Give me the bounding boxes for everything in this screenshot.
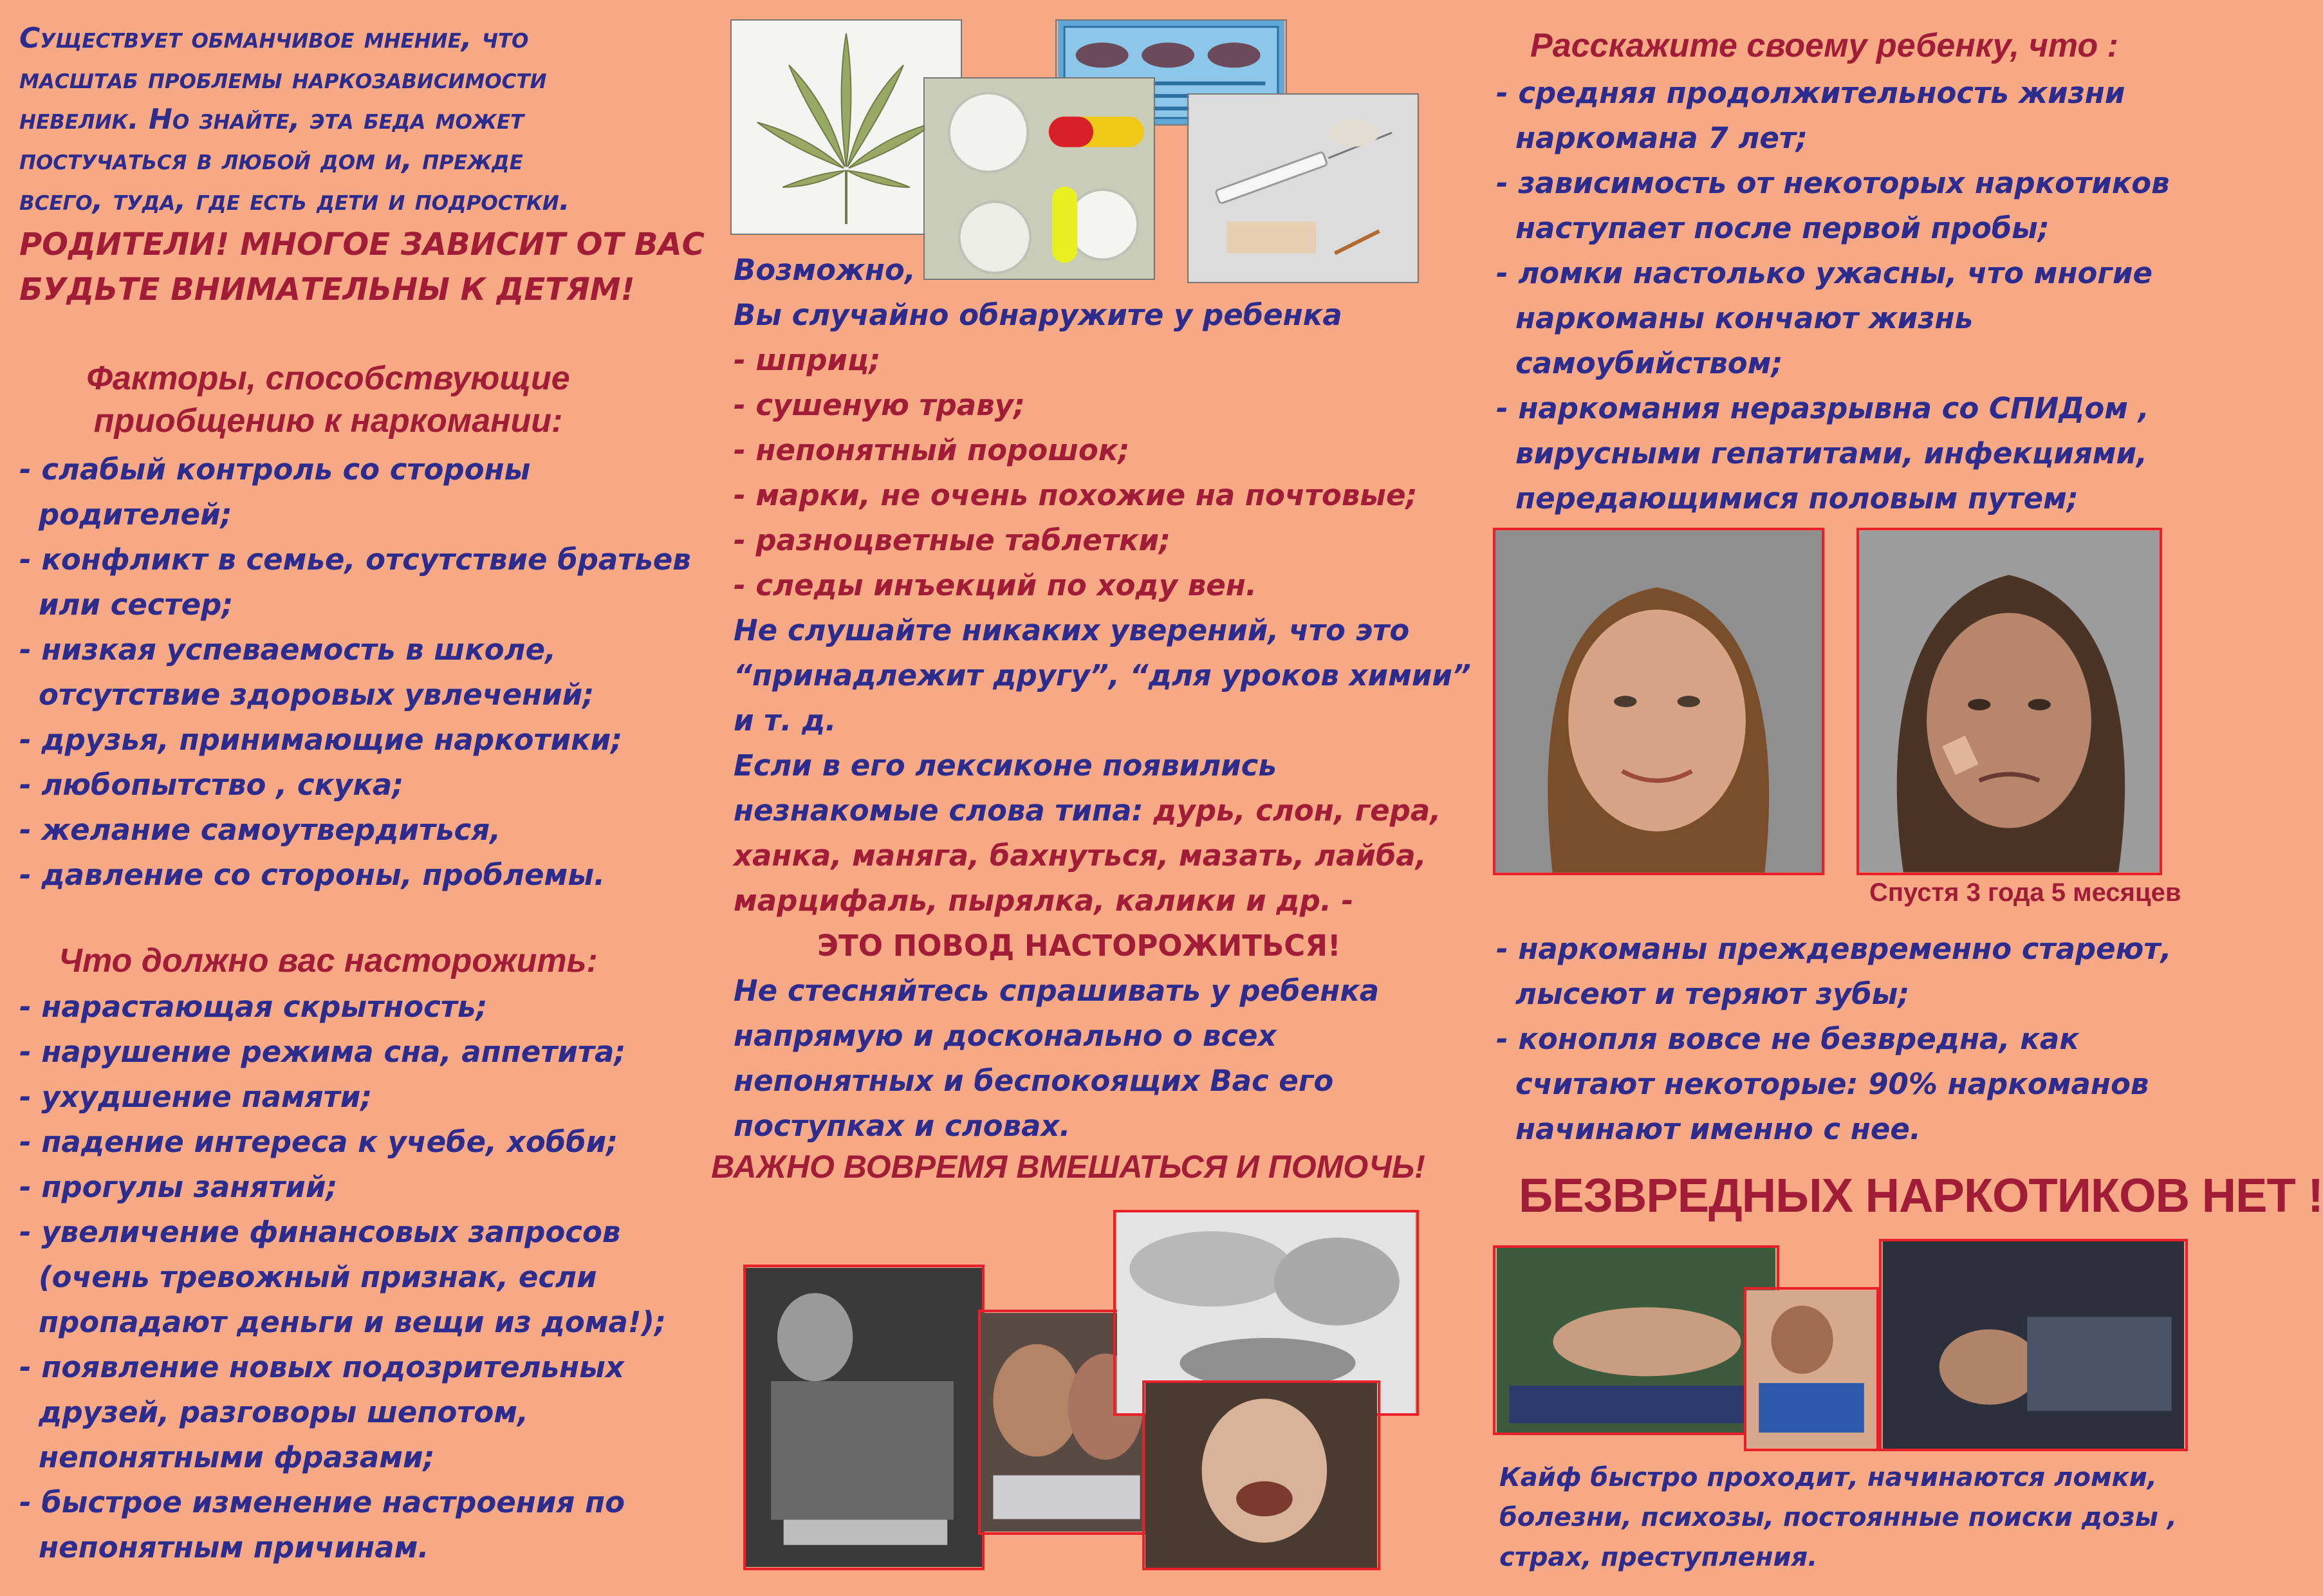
list-item: наркоманы кончают жизнь [1515, 301, 1974, 335]
list-item: лысеют и теряют зубы; [1515, 977, 1910, 1011]
advice-line: и т. д. [734, 703, 837, 738]
injection-photo [1744, 1287, 1879, 1451]
list-item: считают некоторые: 90% наркоманов [1515, 1067, 2149, 1101]
factors-list [19, 447, 691, 898]
lexicon-text: незнакомые слова типа: [734, 793, 1154, 828]
list-item: - увеличение финансовых запросов [19, 1215, 621, 1249]
appeal-line: РОДИТЕЛИ! МНОГОЕ ЗАВИСИТ ОТ ВАС [19, 227, 705, 263]
facts-list-2 [1496, 927, 2172, 1152]
list-item: самоубийством; [1515, 346, 1783, 380]
closing-line: Кайф быстро проходит, начинаются ломки, [1499, 1463, 2158, 1492]
injection-icon [1746, 1290, 1876, 1449]
list-item: - наркоманы преждевременно стареют, [1496, 932, 2172, 966]
list-item: непонятным причинам. [39, 1530, 429, 1564]
closing-line: страх, преступления. [1499, 1543, 1818, 1572]
list-item: - наркомания неразрывна со СПИДом , [1496, 391, 2149, 425]
list-item: - быстрое изменение настроения по [19, 1485, 625, 1519]
slang-words: ханка, маняга, бахнуться, мазать, лайба, [734, 839, 1427, 873]
list-item: (очень тревожный признак, если [39, 1260, 597, 1294]
factors-heading-line: приобщению к наркомании: [93, 402, 563, 440]
list-item: - нарушение режима сна, аппетита; [19, 1035, 626, 1069]
slang-words: дурь, слон, гера, [1153, 793, 1441, 828]
parents-appeal [19, 222, 705, 312]
list-item: - средняя продолжительность жизни [1496, 76, 2125, 110]
list-item: - слабый контроль со стороны [19, 452, 531, 487]
factors-heading-line: Факторы, способствующие [86, 360, 570, 397]
list-item: - прогулы занятий; [19, 1170, 338, 1204]
important-heading: ВАЖНО ВОВРЕМЯ ВМЕШАТЬСЯ И ПОМОЧЬ! [711, 1149, 1425, 1185]
appeal-line: БУДЬТЕ ВНИМАТЕЛЬНЫ К ДЕТЯМ! [19, 272, 635, 308]
woman-face-icon [1495, 530, 1822, 873]
list-item: - появление новых подозрительных [19, 1350, 624, 1384]
list-item: - шприц; [734, 343, 881, 377]
list-item: начинают именно с нее. [1515, 1112, 1921, 1146]
list-item: - низкая успеваемость в школе, [19, 633, 557, 667]
list-item: - конопля вовсе не безвредна, как [1496, 1022, 2079, 1056]
intro-line: постучаться в любой дом и, прежде [19, 144, 523, 176]
list-item: друзей, разговоры шепотом, [39, 1395, 529, 1429]
list-item: - разноцветные таблетки; [734, 523, 1171, 557]
lying-man-icon [1882, 1241, 2185, 1449]
list-item: - ухудшение памяти; [19, 1080, 373, 1114]
closing-paragraph [1499, 1458, 2177, 1577]
findings-block [734, 248, 1471, 1149]
photo-caption: Спустя 3 года 5 месяцев [1869, 878, 2181, 907]
laughing-face-icon [1145, 1383, 1378, 1568]
ask-line: поступках и словах. [734, 1109, 1071, 1143]
list-item: - желание самоутвердиться, [19, 813, 501, 847]
lexicon-line [734, 788, 1471, 833]
list-item: - друзья, принимающие наркотики; [19, 723, 623, 757]
slang-words: марцифаль, пырялка, калики и др. - [734, 884, 1354, 918]
list-item: родителей; [39, 497, 232, 532]
lead-line: Возможно, [734, 253, 916, 287]
warning-list [19, 985, 666, 1570]
facts-list [1496, 71, 2170, 521]
warning-heading: Что должно вас насторожить: [59, 942, 598, 979]
list-item: - следы инъекций по ходу вен. [734, 568, 1257, 602]
list-item: отсутствие здоровых увлечений; [39, 678, 595, 712]
list-item: передающимися половым путем; [1515, 481, 2078, 515]
list-item: - ломки настолько ужасны, что многие [1496, 256, 2153, 290]
alert-line: ЭТО ПОВОД НАСТОРОЖИТЬСЯ! [817, 929, 1341, 963]
list-item: - сушеную траву; [734, 388, 1025, 422]
intro-line: масштаб проблемы наркозависимости [19, 62, 547, 95]
list-item [734, 473, 1471, 518]
after-photo [1856, 528, 2162, 875]
list-item: наркомана 7 лет; [1515, 121, 1808, 155]
closing-line: болезни, психозы, постоянные поиски дозы , [1499, 1503, 2178, 1532]
laughing-girl-photo [1142, 1380, 1380, 1570]
tell-child-heading: Расскажите своему ребенку, что : [1530, 27, 2118, 64]
list-item: вирусными гепатитами, инфекциями, [1515, 436, 2148, 470]
list-item: пропадают деньги и вещи из дома!); [39, 1305, 666, 1339]
intro-line: всего, туда, где есть дети и подростки. [19, 184, 570, 217]
advice-line: “принадлежит другу”, “для уроков химии” [734, 658, 1471, 692]
list-item: или сестер; [39, 588, 234, 622]
lying-man-photo [1879, 1239, 2188, 1451]
advice-line: Не слушайте никаких уверений, что это [734, 613, 1410, 647]
list-item: - зависимость от некоторых наркотиков [1496, 166, 2170, 200]
before-photo [1493, 528, 1824, 875]
intro-line: невелик. Но знайте, эта беда может [19, 103, 524, 136]
list-item: - непонятный порошок; [734, 433, 1130, 467]
ask-line: непонятных и беспокоящих Вас его [734, 1064, 1334, 1098]
list-item: непонятными фразами; [39, 1440, 435, 1474]
collapsed-teen-photo [743, 1265, 985, 1570]
ask-line: Не стесняйтесь спрашивать у ребенка [734, 974, 1380, 1008]
factors-heading [19, 357, 637, 442]
intro-line: Существует обманчивое мнение, что [19, 22, 529, 55]
slogan: БЕЗВРЕДНЫХ НАРКОТИКОВ НЕТ ! [1519, 1169, 2323, 1222]
list-item: - любопытство , скука; [19, 768, 404, 802]
addicts-icon [1495, 1248, 1777, 1433]
list-item: наступает после первой пробы; [1515, 211, 2050, 245]
addicts-floor-photo [1493, 1245, 1779, 1435]
list-item: - конфликт в семье, отсутствие братьев [19, 543, 691, 577]
list-item-text: - марки, не очень похожие на почтовые; [734, 478, 1418, 512]
list-item: - нарастающая скрытность; [19, 990, 488, 1024]
list-item: - падение интереса к учебе, хобби; [19, 1125, 618, 1159]
ask-line: напрямую и досконально о всех [734, 1019, 1277, 1053]
list-item: - давление со стороны, проблемы. [19, 858, 606, 892]
intro-paragraph [19, 18, 570, 221]
aged-woman-face-icon [1859, 530, 2160, 873]
collapsed-person-icon [746, 1267, 982, 1568]
lexicon-line: Если в его лексиконе появились [734, 748, 1277, 783]
lead-line: Вы случайно обнаружите у ребенка [734, 298, 1342, 332]
